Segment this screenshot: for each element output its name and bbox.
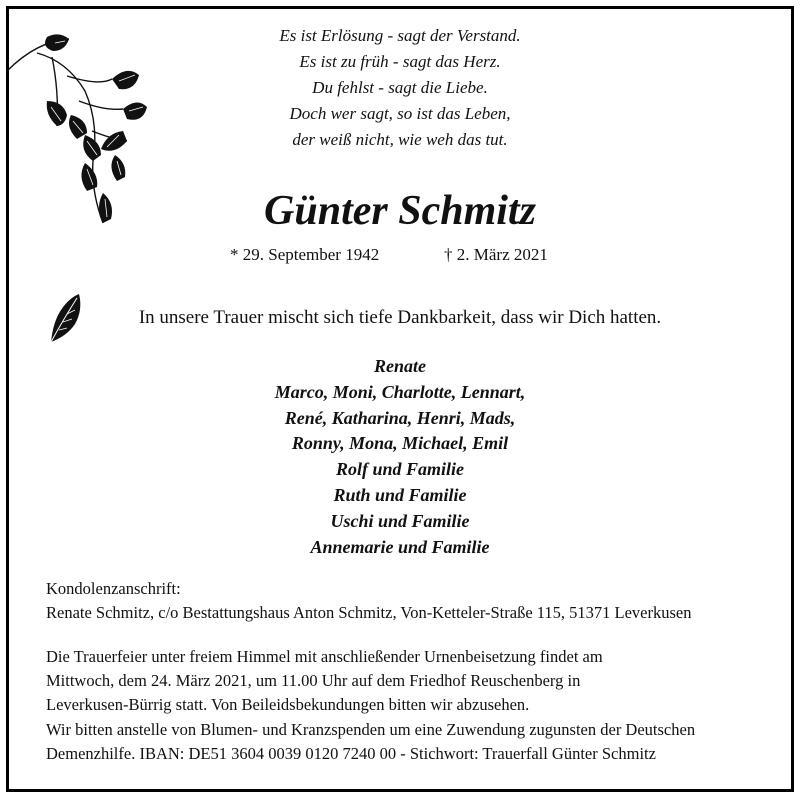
gratitude-line: In unsere Trauer mischt sich tiefe Dankbarkeit, dass wir Dich hatten. bbox=[138, 307, 662, 328]
ceremony-line: Die Trauerfeier unter freiem Himmel mit anschließender Urnenbeisetzung findet am bbox=[46, 647, 603, 666]
ceremony-line: Mittwoch, dem 24. März 2021, um 11.00 Uhr auf dem Friedhof Reuschenberg in bbox=[46, 671, 581, 691]
mourner: Marco, Moni, Charlotte, Lennart, bbox=[274, 381, 526, 402]
poem bbox=[9, 23, 791, 153]
poem-line: Es ist Erlösung - sagt der Verstand. bbox=[279, 26, 521, 45]
mourner: Ruth und Familie bbox=[333, 484, 467, 505]
mourner: Uschi und Familie bbox=[330, 510, 470, 531]
mourner: Rolf und Familie bbox=[335, 459, 465, 480]
poem-line: Es ist zu früh - sagt das Herz. bbox=[299, 52, 501, 71]
ceremony-info bbox=[46, 645, 695, 766]
poem-line: Doch wer sagt, so ist das Leben, bbox=[289, 104, 511, 123]
ceremony-line: Demenzhilfe. IBAN: DE51 3604 0039 0120 7240 00 - Stichwort: Trauerfall Günter Schmitz bbox=[46, 743, 656, 763]
obituary-notice bbox=[6, 6, 794, 792]
condolence-address-line: Renate Schmitz, c/o Bestattungshaus Anton Schmitz, Von-Ketteler-Straße 115, 51371 Leverkusen bbox=[46, 603, 692, 622]
death-date: † 2. März 2021 bbox=[444, 245, 548, 264]
mourners-list bbox=[9, 354, 791, 560]
condolence-label: Kondolenzanschrift: bbox=[46, 579, 181, 598]
poem-line: der weiß nicht, wie weh das tut. bbox=[292, 130, 508, 149]
mourner: René, Katharina, Henri, Mads, bbox=[284, 407, 516, 428]
condolence-address bbox=[46, 577, 692, 625]
birth-date: * 29. September 1942 bbox=[230, 245, 380, 264]
mourner: Renate bbox=[374, 356, 426, 376]
ceremony-line: Wir bitten anstelle von Blumen- und Kranzspenden um eine Zuwendung zugunsten der Deutschen bbox=[46, 719, 696, 739]
ceremony-line: Leverkusen-Bürrig statt. Von Beileidsbekundungen bitten wir abzusehen. bbox=[46, 695, 530, 715]
mourner: Ronny, Mona, Michael, Emil bbox=[291, 433, 509, 454]
deceased-name: Günter Schmitz bbox=[264, 188, 536, 234]
poem-line: Du fehlst - sagt die Liebe. bbox=[312, 78, 488, 97]
mourner: Annemarie und Familie bbox=[310, 536, 490, 557]
